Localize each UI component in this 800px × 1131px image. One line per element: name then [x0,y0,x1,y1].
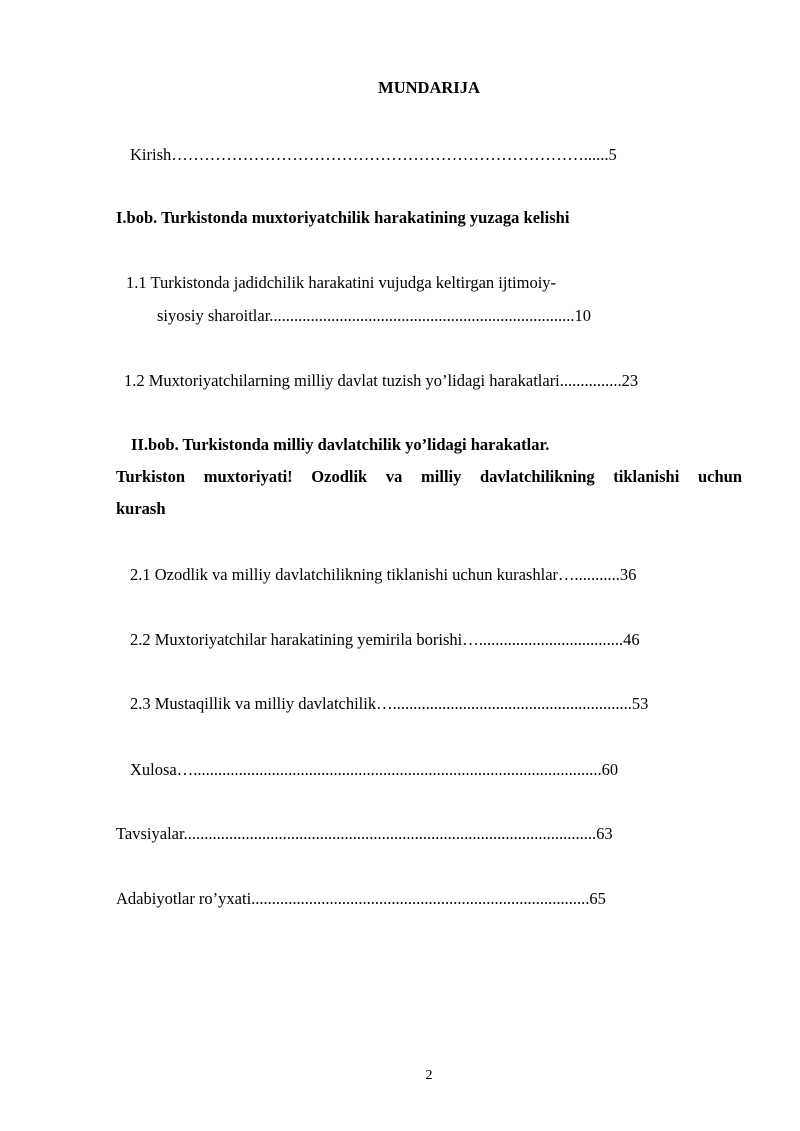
page-title: MUNDARIJA [378,78,480,97]
toc-chapter-2-heading: II.bob. Turkistonda milliy davlatchilik yo’lidagi harakatlar. [131,435,550,454]
toc-chapter-2-subtitle: Turkiston muxtoriyati! Ozodlik va milliy davlatchilikning tiklanishi uchun [116,467,742,486]
toc-entry-recommendations: Tavsiyalar....................................................................................................63 [116,824,613,843]
toc-entry-2-2: 2.2 Muxtoriyatchilar harakatining yemirila borishi…...................................46 [130,630,640,649]
toc-entry-bibliography: Adabiyotlar ro’yxati..................................................................................65 [116,889,606,908]
toc-chapter-2-subtitle-end: kurash [116,499,166,518]
toc-chapter-1-heading: I.bob. Turkistonda muxtoriyatchilik harakatining yuzaga kelishi [116,208,570,227]
toc-entry-1-1-line-2: siyosiy sharoitlar..........................................................................10 [157,306,592,325]
toc-entry-1-2: 1.2 Muxtoriyatchilarning milliy davlat tuzish yo’lidagi harakatlari...............23 [124,371,639,390]
toc-entry-1-1-line-1: 1.1 Turkistonda jadidchilik harakatini vujudga keltirgan ijtimoiy- [126,273,557,292]
toc-entry-conclusion: Xulosa…...................................................................................................60 [130,760,619,779]
toc-entry-introduction: Kirish…………………………………………………………………......5 [130,145,617,164]
toc-entry-2-1: 2.1 Ozodlik va milliy davlatchilikning tiklanishi uchun kurashlar…...........36 [130,565,637,584]
page-number: 2 [425,1068,433,1083]
toc-entry-2-3: 2.3 Mustaqillik va milliy davlatchilik…..........................................................53 [130,694,649,713]
